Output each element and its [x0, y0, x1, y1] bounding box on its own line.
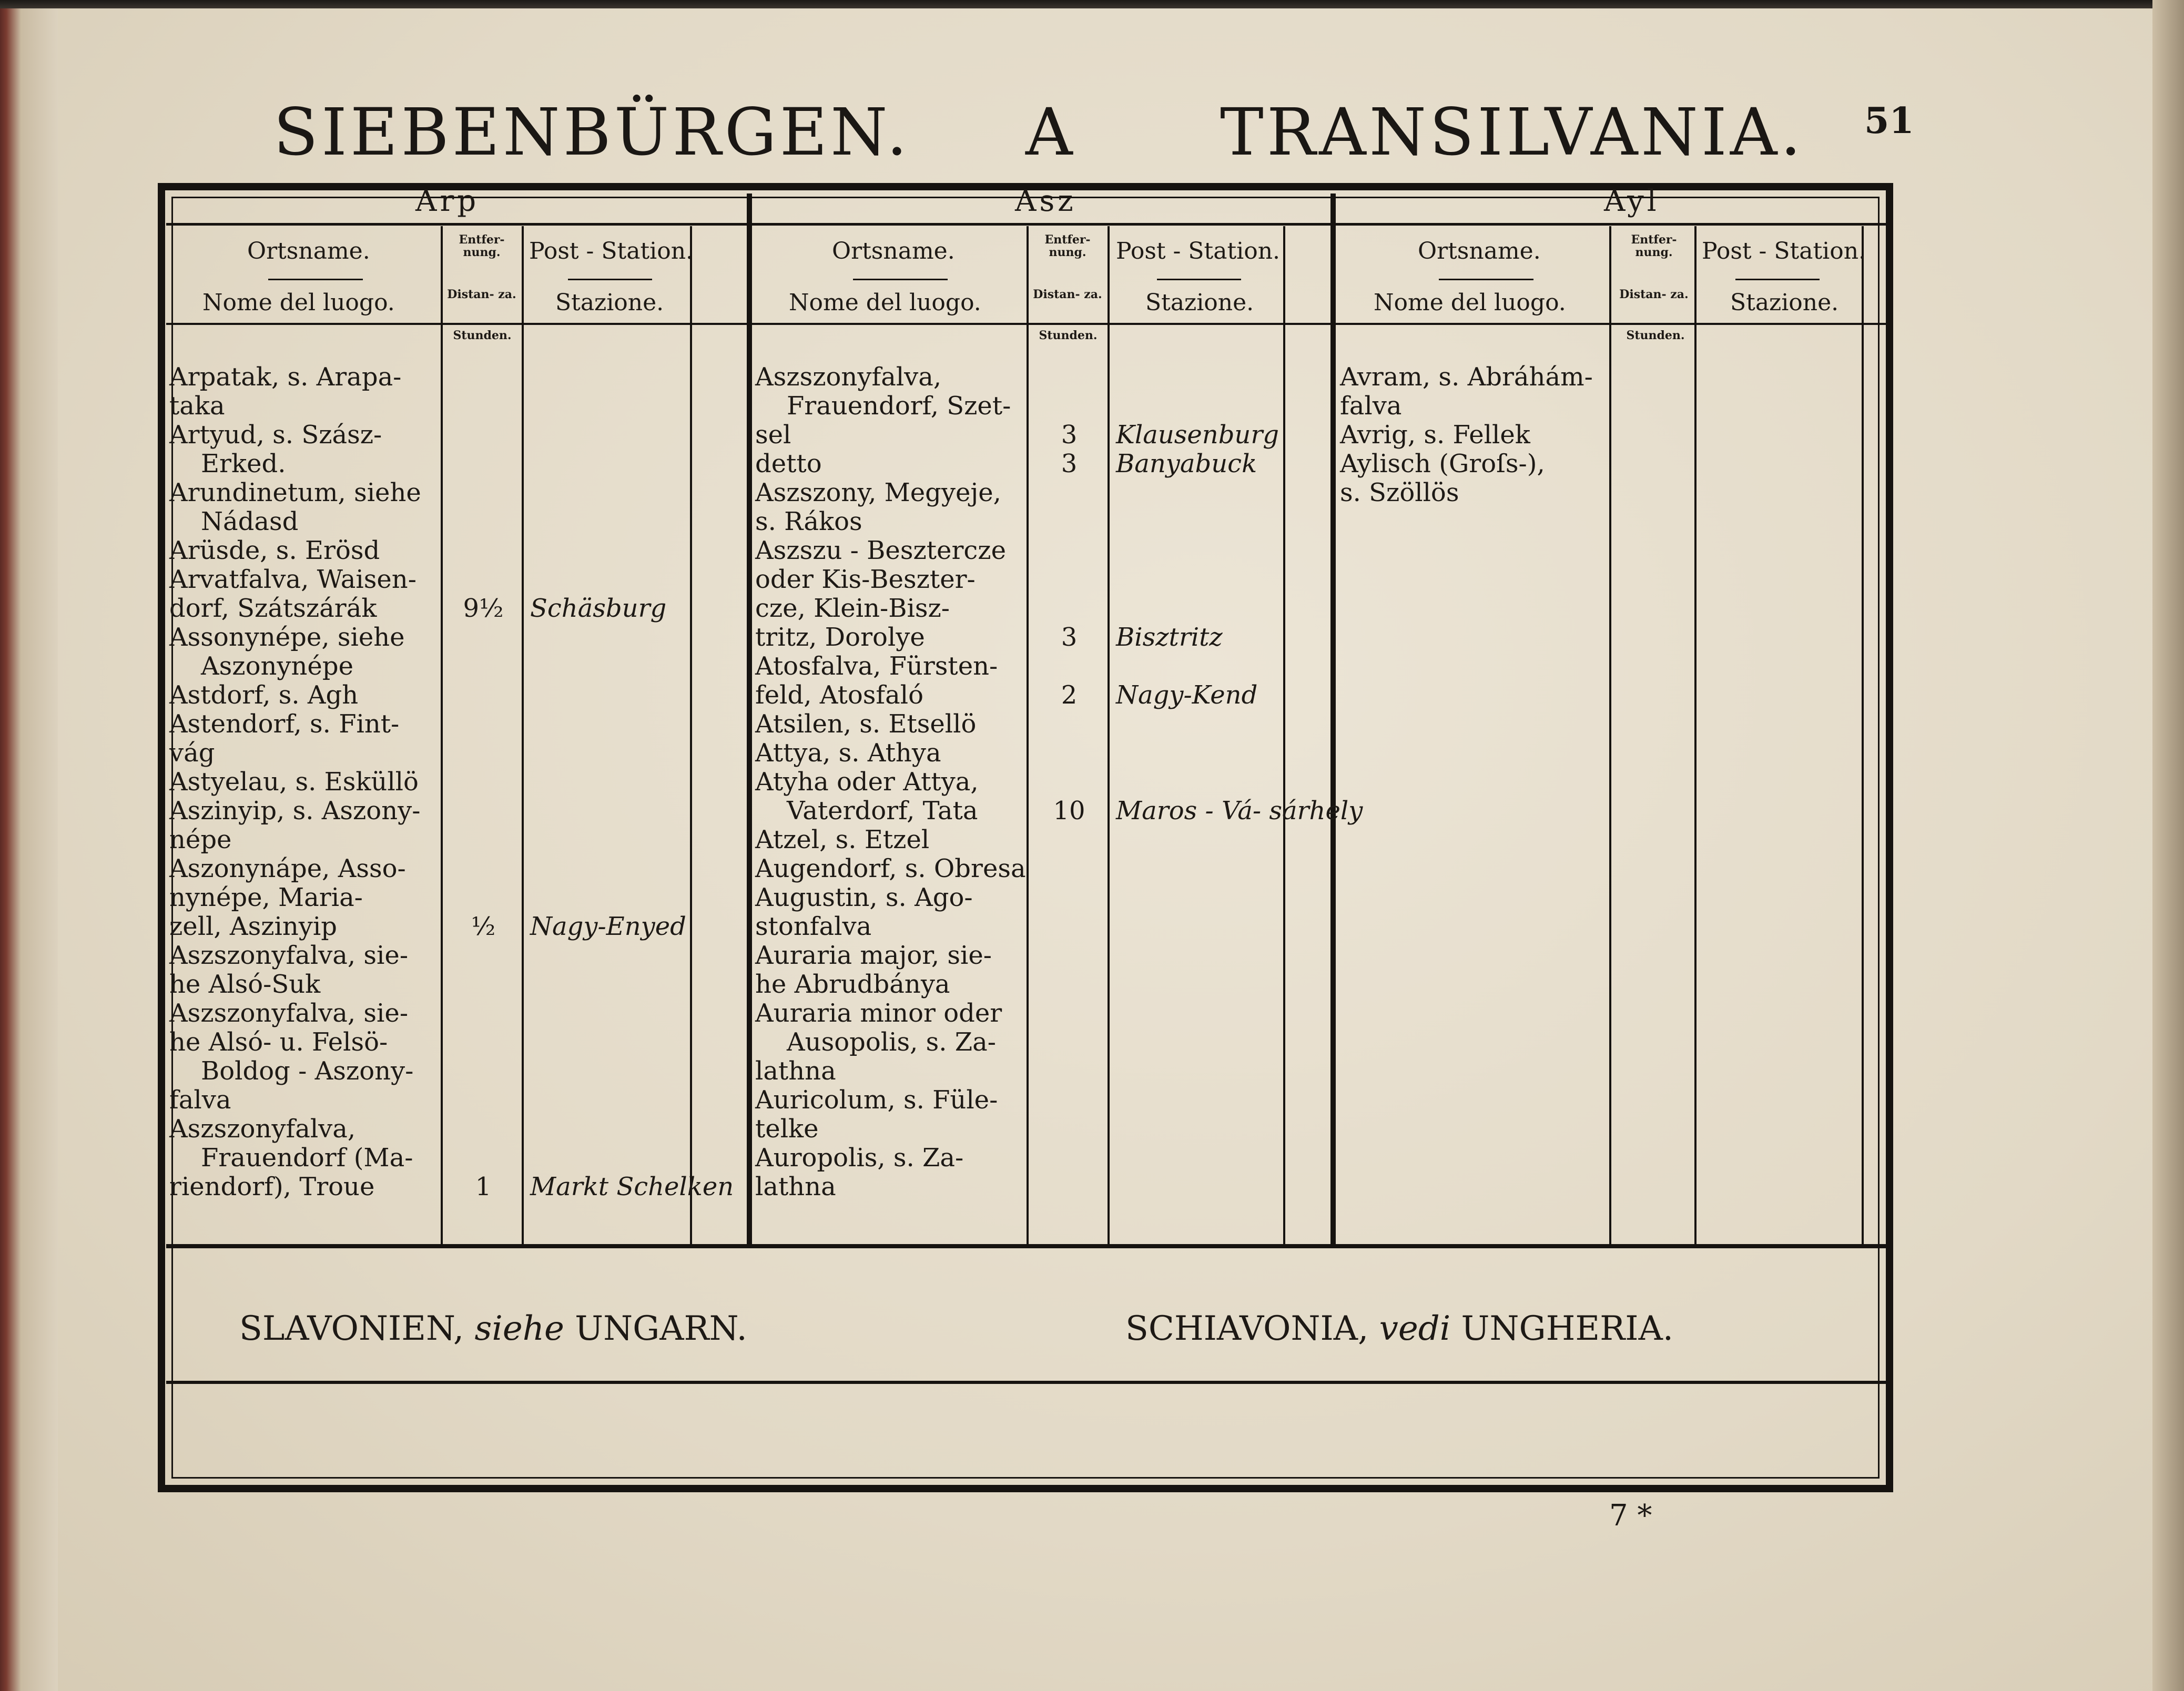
entry-line: Arundinetum, siehe	[169, 478, 421, 507]
header-ortsname-3: Ortsname.	[1418, 238, 1541, 264]
section-heading-arp: Arp	[415, 184, 480, 218]
page-title	[273, 95, 1804, 174]
entry-line: Auraria major, sie-	[755, 941, 992, 970]
rule-below-footer	[166, 1381, 1886, 1384]
header-stazione-3: Stazione.	[1730, 289, 1839, 316]
entry-line: vág	[169, 738, 215, 768]
entry-line: Astyelau, s. Esküllö	[169, 767, 419, 797]
section-heading-asz: Asz	[1015, 184, 1076, 218]
entry-line: Frauendorf, Szet-	[787, 391, 1011, 421]
rule-under-headings	[166, 223, 1886, 226]
entry-line: he Abrudbánya	[755, 970, 950, 999]
entry-line: Avram, s. Abráhám-	[1340, 362, 1593, 392]
post-station-value: Maros - Vá- sárhely	[1116, 796, 1363, 826]
col-line-2a	[1027, 226, 1029, 1244]
header-stunden-1: Stunden.	[453, 329, 512, 342]
entry-line: zell, Aszinyip	[169, 912, 337, 941]
page-top-edge	[0, 0, 2184, 8]
col-line-3c	[1862, 226, 1864, 1244]
entry-line: he Alsó-Suk	[169, 970, 321, 999]
header-nome-2: Nome del luogo.	[789, 289, 981, 316]
footer-left-2: siehe	[474, 1309, 564, 1348]
distance-value: 3	[1061, 420, 1078, 450]
page-number: 51	[1864, 100, 1914, 142]
entry-line: Arvatfalva, Waisen-	[169, 565, 417, 594]
header-nome-1: Nome del luogo.	[202, 289, 395, 316]
section-heading-ayl: Ayl	[1604, 184, 1660, 218]
entry-line: Augustin, s. Ago-	[755, 883, 973, 912]
post-station-value: Markt Schelken	[530, 1172, 734, 1201]
entry-line: Attya, s. Athya	[755, 738, 941, 768]
entry-line: detto	[755, 449, 822, 478]
footer-left	[239, 1309, 747, 1348]
title-italian: TRANSILVANIA.	[1220, 95, 1804, 170]
post-station-value: Schäsburg	[530, 594, 667, 623]
distance-value: 3	[1061, 449, 1078, 478]
section-divider-1	[747, 193, 752, 1245]
header-nome-3: Nome del luogo.	[1374, 289, 1566, 316]
entry-line: Aszszonyfalva, sie-	[169, 999, 409, 1028]
post-station-value: Nagy-Enyed	[530, 912, 686, 941]
page-right-edge	[2152, 0, 2184, 1691]
entry-line: lathna	[755, 1172, 836, 1201]
header-stazione-1: Stazione.	[555, 289, 664, 316]
header-post-station-2: Post - Station.	[1116, 238, 1281, 264]
header-stazione-2: Stazione.	[1145, 289, 1254, 316]
header-stunden-3: Stunden.	[1626, 329, 1685, 342]
header-rule-2	[853, 279, 948, 280]
post-station-value: Nagy-Kend	[1116, 680, 1258, 710]
signature-mark: 7 *	[1609, 1499, 1652, 1533]
footer-left-1: SLAVONIEN,	[239, 1309, 464, 1348]
entry-line: Astdorf, s. Agh	[169, 680, 359, 710]
header-post-station-1: Post - Station.	[529, 238, 694, 264]
header-stunden-2: Stunden.	[1039, 329, 1098, 342]
header-rule-3	[1439, 279, 1533, 280]
header-rule-1	[268, 279, 363, 280]
header-distanza-1: Distan- za.	[447, 288, 516, 301]
col-line-1a	[441, 226, 443, 1244]
entry-line: lathna	[755, 1056, 836, 1086]
entry-line: s. Szöllös	[1340, 478, 1459, 507]
entry-line: Aylisch (Groſs-),	[1340, 449, 1545, 478]
header-entfernung-1: Entfer- nung.	[459, 233, 505, 259]
entry-line: Vaterdorf, Tata	[787, 796, 978, 826]
col-line-1b	[522, 226, 524, 1244]
distance-value: 10	[1053, 796, 1085, 826]
col-line-3a	[1609, 226, 1611, 1244]
footer-right-1: SCHIAVONIA,	[1125, 1309, 1369, 1348]
entry-line: dorf, Szátszárák	[169, 594, 377, 623]
post-station-value: Klausenburg	[1116, 420, 1279, 450]
entry-line: Auraria minor oder	[755, 999, 1002, 1028]
col-line-2c	[1283, 226, 1285, 1244]
header-ortsname-1: Ortsname.	[247, 238, 370, 264]
entry-line: he Alsó- u. Felsö-	[169, 1027, 388, 1057]
distance-value: 1	[475, 1172, 492, 1201]
entry-line: Nádasd	[201, 507, 299, 536]
entry-line: falva	[169, 1085, 231, 1115]
header-entfernung-2: Entfer- nung.	[1044, 233, 1091, 259]
table-frame	[158, 183, 1893, 1492]
rule-under-column-headers	[166, 323, 1886, 325]
entry-line: Assonynépe, siehe	[169, 623, 405, 652]
footer-right-2: vedi	[1379, 1309, 1451, 1348]
distance-value: 3	[1061, 623, 1078, 652]
entry-line: Boldog - Aszony-	[201, 1056, 414, 1086]
entry-line: taka	[169, 391, 225, 421]
header-rule-2b	[1157, 279, 1241, 280]
footer-right-3: UNGHERIA.	[1461, 1309, 1674, 1348]
entry-line: Ausopolis, s. Za-	[787, 1027, 996, 1057]
entry-line: Aszszu - Besztercze	[755, 536, 1006, 565]
post-station-value: Banyabuck	[1116, 449, 1257, 478]
header-rule-3b	[1735, 279, 1820, 280]
entry-line: Aszszonyfalva, sie-	[169, 941, 409, 970]
entry-line: Augendorf, s. Obresa	[755, 854, 1026, 883]
post-station-value: Bisztritz	[1116, 623, 1223, 652]
entry-line: Atsilen, s. Etsellö	[755, 709, 977, 739]
entry-line: Aszszonyfalva,	[169, 1114, 356, 1144]
entry-line: Atyha oder Attya,	[755, 767, 979, 797]
header-post-station-3: Post - Station.	[1702, 238, 1866, 264]
title-german: SIEBENBÜRGEN.	[273, 95, 911, 170]
entry-line: stonfalva	[755, 912, 872, 941]
distance-value: 2	[1061, 680, 1078, 710]
section-divider-2	[1330, 193, 1336, 1245]
entry-line: s. Rákos	[755, 507, 862, 536]
entry-line: Artyud, s. Szász-	[169, 420, 382, 450]
entry-line: Frauendorf (Ma-	[201, 1143, 413, 1173]
entry-line: riendorf), Troue	[169, 1172, 375, 1201]
rule-above-footer	[166, 1244, 1886, 1248]
col-line-1c	[690, 226, 692, 1244]
entry-line: Atosfalva, Fürsten-	[755, 651, 998, 681]
entry-line: cze, Klein-Bisz-	[755, 594, 950, 623]
entry-line: telke	[755, 1114, 819, 1144]
footer-right	[1125, 1309, 1673, 1348]
header-distanza-2: Distan- za.	[1033, 288, 1102, 301]
entry-line: Arpatak, s. Arapa-	[169, 362, 402, 392]
col-line-3b	[1694, 226, 1697, 1244]
distance-value: ½	[471, 912, 496, 941]
entry-line: Astendorf, s. Fint-	[169, 709, 400, 739]
entry-line: Aszonynépe	[201, 651, 353, 681]
entry-line: feld, Atosfaló	[755, 680, 924, 710]
entry-line: Aszszonyfalva,	[755, 362, 942, 392]
entry-line: Erked.	[201, 449, 286, 478]
header-entfernung-3: Entfer- nung.	[1631, 233, 1677, 259]
header-rule-1b	[568, 279, 652, 280]
col-line-2b	[1108, 226, 1110, 1244]
entry-line: oder Kis-Beszter-	[755, 565, 976, 594]
entry-line: Atzel, s. Etzel	[755, 825, 930, 854]
book-spine	[0, 0, 58, 1691]
entry-line: népe	[169, 825, 232, 854]
entry-line: Aszonynápe, Asso-	[169, 854, 406, 883]
header-distanza-3: Distan- za.	[1619, 288, 1689, 301]
entry-line: falva	[1340, 391, 1402, 421]
entry-line: tritz, Dorolye	[755, 623, 925, 652]
entry-line: Avrig, s. Fellek	[1340, 420, 1530, 450]
distance-value: 9½	[463, 594, 504, 623]
entry-line: Aszinyip, s. Aszony-	[169, 796, 421, 826]
entry-line: sel	[755, 420, 791, 450]
entry-line: Aszszony, Megyeje,	[755, 478, 1001, 507]
title-middle: A	[1025, 95, 1076, 170]
entry-line: nynépe, Maria-	[169, 883, 363, 912]
entry-line: Auricolum, s. Füle-	[755, 1085, 998, 1115]
footer-left-3: UNGARN.	[575, 1309, 747, 1348]
header-ortsname-2: Ortsname.	[832, 238, 955, 264]
entry-line: Auropolis, s. Za-	[755, 1143, 964, 1173]
entry-line: Arüsde, s. Erösd	[169, 536, 380, 565]
